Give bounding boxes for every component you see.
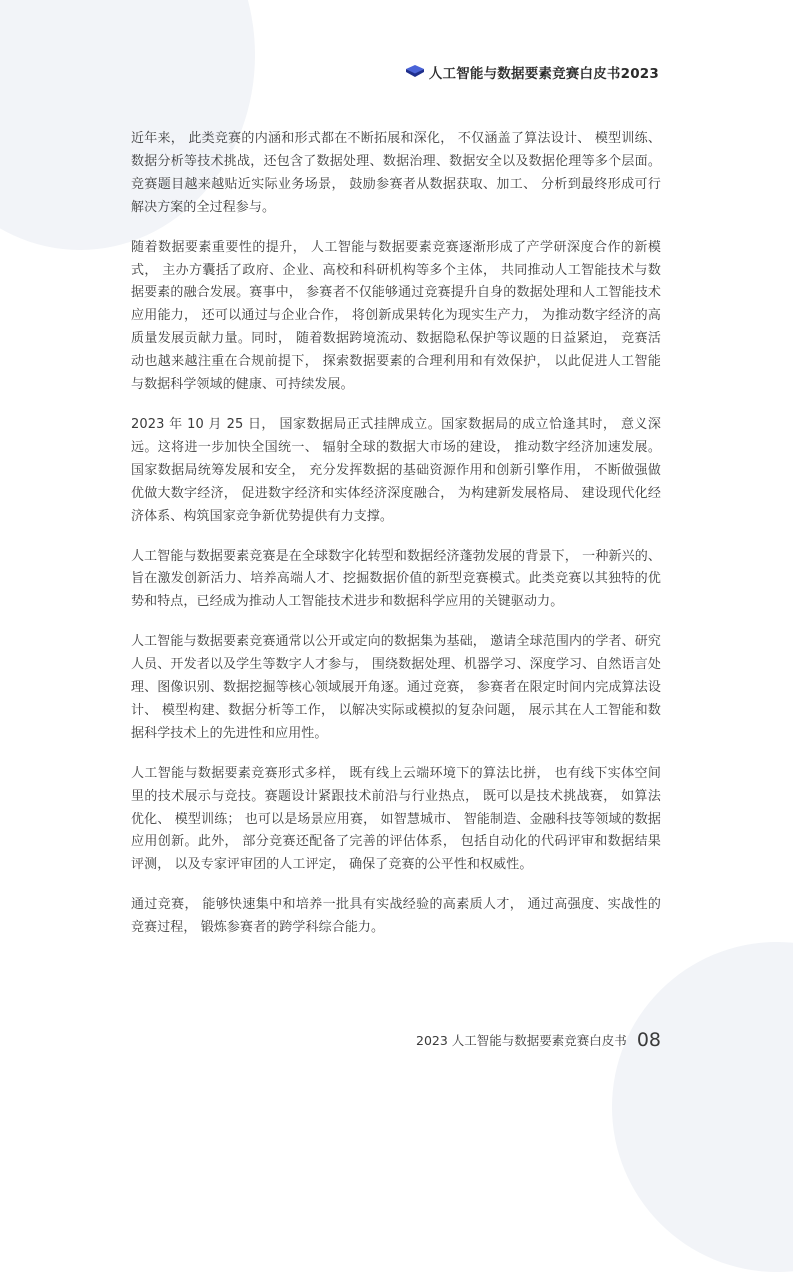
- document-title: 人工智能与数据要素竞赛白皮书2023: [428, 66, 659, 82]
- page-header: [405, 62, 659, 82]
- paragraph: 人工智能与数据要素竞赛形式多样， 既有线上云端环境下的算法比拼， 也有线下实体空间里的技术展示与竞技。赛题设计紧跟技术前沿与行业热点， 既可以是技术挑战赛， 如算法优化、 模型训练； 也可以是场景应用赛， 如智慧城市、 智能制造、金融科技等领域的数据应用创新。此外， 部分竞赛还配备了完善的评估体系， 包括自动化的代码评审和数据结果评测， 以及专家评审团的人工评定， 确保了竞赛的公平性和权威性。: [131, 765, 661, 873]
- paragraph: 通过竞赛， 能够快速集中和培养一批具有实战经验的高素质人才， 通过高强度、实战性的竞赛过程， 锻炼参赛者的跨学科综合能力。: [131, 897, 661, 936]
- paragraph: 人工智能与数据要素竞赛通常以公开或定向的数据集为基础， 邀请全球范围内的学者、研究人员、开发者以及学生等数字人才参与， 围绕数据处理、机器学习、深度学习、自然语言处理、图像识别、数据挖掘等核心领域展开角逐。通过竞赛， 参赛者在限定时间内完成算法设计、 模型构建、数据分析等工作， 以解决实际或模拟的复杂问题， 展示其在人工智能和数据科学技术上的先进性和应用性。: [131, 634, 661, 741]
- page-footer: [416, 1029, 661, 1051]
- paragraph: 随着数据要素重要性的提升， 人工智能与数据要素竞赛逐渐形成了产学研深度合作的新模式， 主办方囊括了政府、企业、高校和科研机构等多个主体， 共同推动人工智能技术与数据要素的融合发展。赛事中， 参赛者不仅能够通过竞赛提升自身的数据处理和人工智能技术应用能力， 还可以通过与企业合作， 将创新成果转化为现实生产力， 为推动数字经济的高质量发展贡献力量。同时， 随着数据跨境流动、数据隐私保护等议题的日益紧迫， 竞赛活动也越来越注重在合规前提下， 探索数据要素的合理利用和有效保护， 以此促进人工智能与数据科学领域的健康、可持续发展。: [131, 239, 661, 393]
- paragraph: 2023 年 10 月 25 日， 国家数据局正式挂牌成立。国家数据局的成立恰逢其时， 意义深远。这将进一步加快全国统一、 辐射全球的数据大市场的建设， 推动数字经济加速发展。国家数据局统筹发展和安全， 充分发挥数据的基础资源作用和创新引擎作用， 不断做强做优做大数字经济， 促进数字经济和实体经济深度融合， 为构建新发展格局、 建设现代化经济体系、构筑国家竞争新优势提供有力支撑。: [131, 416, 661, 524]
- footer-title: 2023 人工智能与数据要素竞赛白皮书: [416, 1033, 627, 1048]
- stacked-layers-icon: [405, 64, 425, 80]
- paragraph: 近年来， 此类竞赛的内涵和形式都在不断拓展和深化， 不仅涵盖了算法设计、 模型训练、数据分析等技术挑战，还包含了数据处理、数据治理、数据安全以及数据伦理等多个层面。竞赛题目越来越贴近实际业务场景， 鼓励参赛者从数据获取、加工、 分析到最终形成可行解决方案的全过程参与。: [131, 131, 661, 215]
- main-content: [131, 128, 661, 957]
- decorative-circle-bottom: [612, 942, 793, 1272]
- paragraph: 人工智能与数据要素竞赛是在全球数字化转型和数据经济蓬勃发展的背景下， 一种新兴的、旨在激发创新活力、培养高端人才、挖掘数据价值的新型竞赛模式。此类竞赛以其独特的优势和特点，已经成为推动人工智能技术进步和数据科学应用的关键驱动力。: [131, 548, 661, 610]
- page-number: 08: [636, 1029, 661, 1051]
